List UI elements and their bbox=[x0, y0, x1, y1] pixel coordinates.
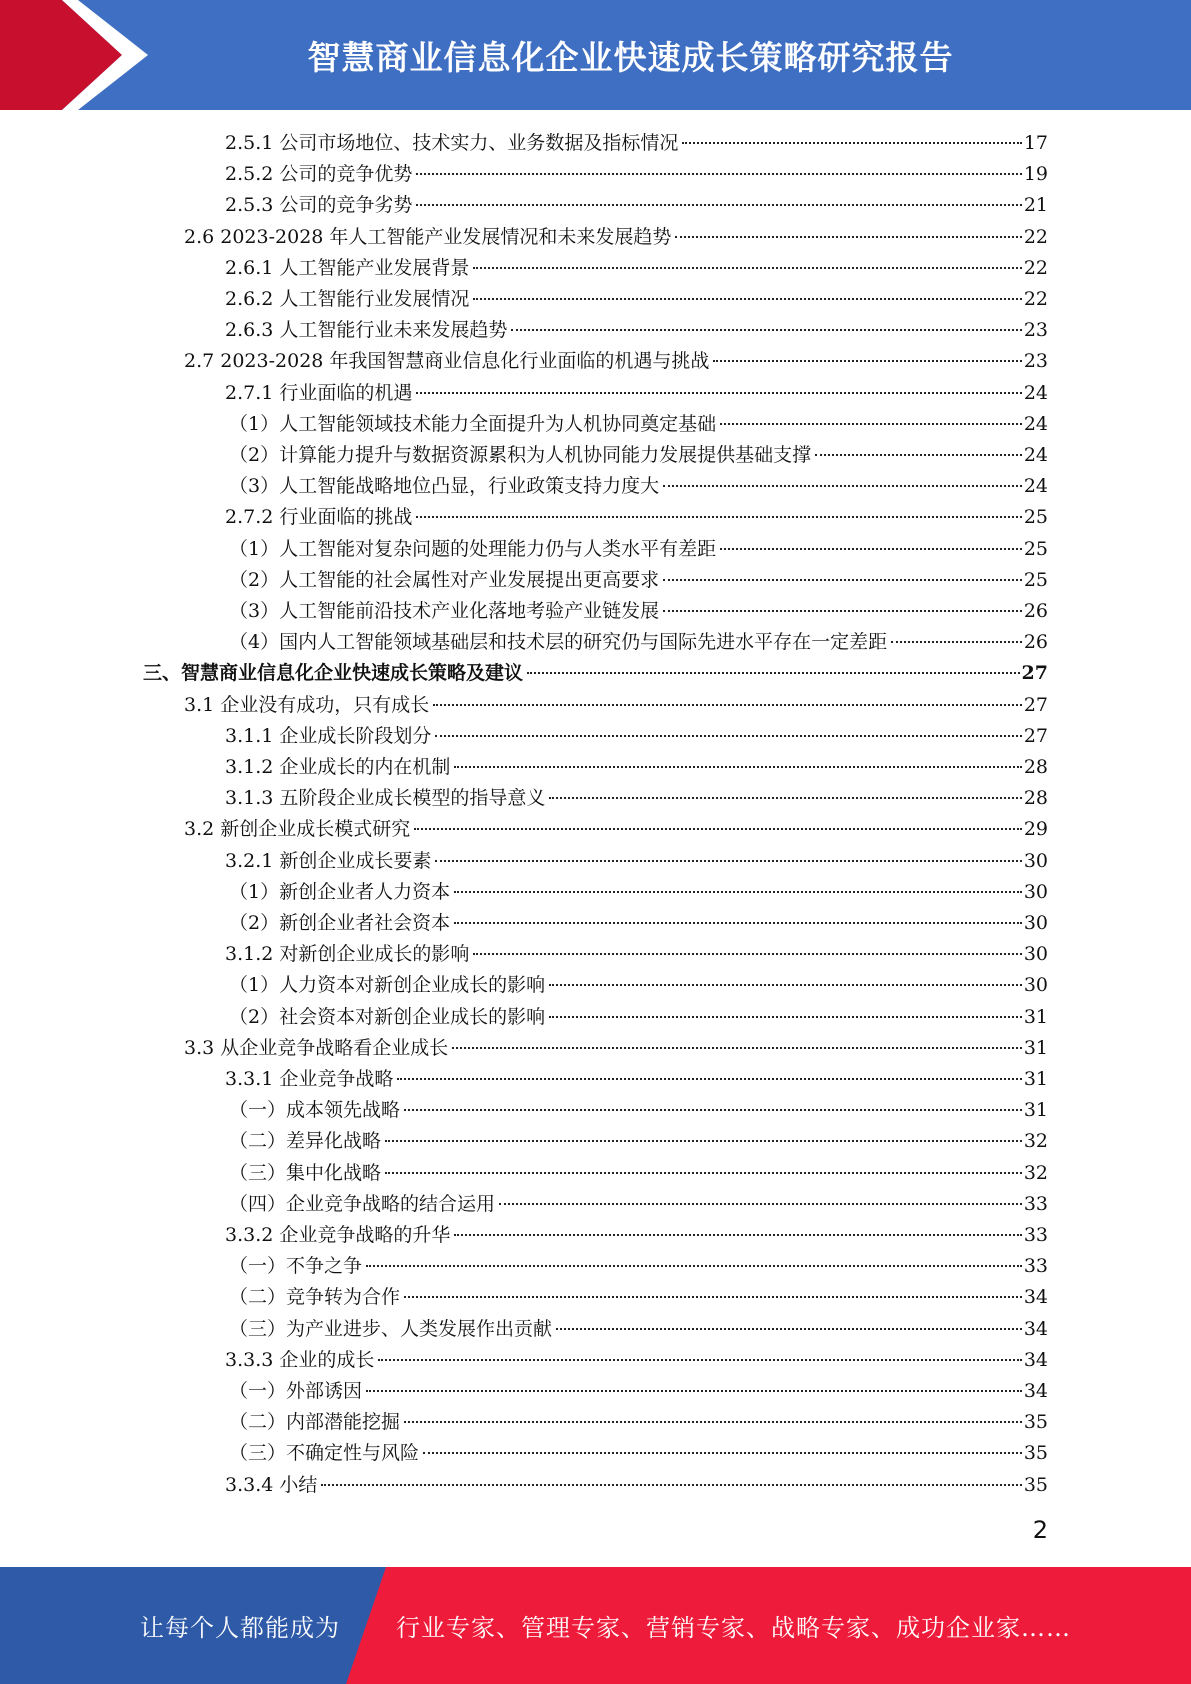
toc-entry-label: （一）外部诱因 bbox=[229, 1380, 363, 1402]
toc-entry[interactable] bbox=[225, 378, 1048, 409]
toc-dot-leader bbox=[385, 1140, 1022, 1142]
toc-dot-leader bbox=[416, 204, 1021, 206]
toc-entry-label: 3.2 新创企业成长模式研究 bbox=[184, 818, 411, 841]
toc-entry-page: 23 bbox=[1023, 350, 1048, 373]
toc-entry[interactable] bbox=[229, 1251, 1048, 1282]
toc-entry[interactable] bbox=[225, 315, 1048, 346]
toc-entry[interactable] bbox=[229, 1314, 1048, 1345]
toc-entry-page: 25 bbox=[1023, 568, 1048, 591]
toc-entry[interactable] bbox=[225, 128, 1048, 159]
toc-entry-page: 26 bbox=[1023, 631, 1048, 654]
toc-entry-label: 2.5.2 公司的竞争优势 bbox=[225, 163, 413, 186]
toc-dot-leader bbox=[454, 922, 1022, 924]
toc-entry-page: 17 bbox=[1023, 132, 1048, 154]
toc-entry-label: 3.3.4 小结 bbox=[225, 1473, 318, 1496]
toc-entry-label: 2.7.1 行业面临的机遇 bbox=[225, 381, 413, 404]
toc-entry-label: 2.5.1 公司市场地位、技术实力、业务数据及指标情况 bbox=[225, 132, 679, 154]
toc-entry[interactable] bbox=[225, 159, 1048, 190]
toc-entry-label: （1）人工智能对复杂问题的处理能力仍与人类水平有差距 bbox=[229, 537, 717, 560]
toc-dot-leader bbox=[385, 1172, 1022, 1174]
toc-dot-leader bbox=[511, 329, 1021, 331]
toc-entry-label: 3.3 从企业竞争战略看企业成长 bbox=[184, 1036, 449, 1059]
toc-entry-label: 2.7 2023-2028 年我国智慧商业信息化行业面临的机遇与挑战 bbox=[184, 350, 710, 373]
toc-entry-label: （三）不确定性与风险 bbox=[229, 1442, 420, 1465]
toc-dot-leader bbox=[682, 142, 1021, 144]
toc-entry[interactable] bbox=[225, 1064, 1048, 1095]
toc-entry[interactable] bbox=[184, 814, 1048, 845]
toc-entry[interactable] bbox=[229, 1095, 1048, 1126]
toc-entry-label: 3.1.1 企业成长阶段划分 bbox=[225, 724, 432, 747]
toc-dot-leader bbox=[473, 267, 1021, 269]
toc-entry[interactable] bbox=[229, 877, 1048, 908]
toc-dot-leader bbox=[433, 704, 1022, 706]
toc-entry-label: 3.3.1 企业竞争战略 bbox=[225, 1068, 394, 1090]
toc-dot-leader bbox=[713, 360, 1021, 362]
toc-entry-label: （二）差异化战略 bbox=[229, 1130, 382, 1153]
toc-dot-leader bbox=[473, 298, 1021, 300]
toc-entry[interactable] bbox=[225, 721, 1048, 752]
toc-dot-leader bbox=[435, 860, 1021, 862]
toc-entry-page: 29 bbox=[1023, 818, 1048, 841]
toc-dot-leader bbox=[663, 485, 1022, 487]
toc-entry-label: （二）竞争转为合作 bbox=[229, 1286, 401, 1309]
toc-entry-label: （一）不争之争 bbox=[229, 1255, 363, 1278]
toc-entry-label: （1）人工智能领域技术能力全面提升为人机协同奠定基础 bbox=[229, 412, 717, 435]
toc-entry-label: 3.3.2 企业竞争战略的升华 bbox=[225, 1224, 451, 1246]
toc-entry[interactable] bbox=[229, 534, 1048, 565]
toc-entry[interactable] bbox=[225, 190, 1048, 221]
toc-dot-leader bbox=[366, 1265, 1022, 1267]
toc-dot-leader bbox=[675, 236, 1021, 238]
toc-dot-leader bbox=[549, 1016, 1022, 1018]
toc-entry-label: 2.6 2023-2028 年人工智能产业发展情况和未来发展趋势 bbox=[184, 225, 672, 248]
toc-entry-label: 3.1.3 五阶段企业成长模型的指导意义 bbox=[225, 787, 546, 810]
toc-entry-label: （4）国内人工智能领域基础层和技术层的研究仍与国际先进水平存在一定差距 bbox=[229, 631, 888, 654]
toc-entry-page: 30 bbox=[1023, 880, 1048, 903]
toc-entry[interactable] bbox=[229, 596, 1048, 627]
toc-entry-page: 35 bbox=[1023, 1442, 1048, 1465]
toc-entry[interactable] bbox=[229, 440, 1048, 471]
toc-entry-label: 3.1 企业没有成功，只有成长 bbox=[184, 693, 430, 716]
toc-entry-page: 35 bbox=[1023, 1411, 1048, 1434]
toc-entry-label: （1）人力资本对新创企业成长的影响 bbox=[229, 974, 546, 997]
toc-entry[interactable] bbox=[225, 752, 1048, 783]
toc-entry-label: 3.1.2 企业成长的内在机制 bbox=[225, 756, 451, 778]
toc-entry[interactable] bbox=[229, 1282, 1048, 1313]
toc-dot-leader bbox=[416, 173, 1021, 175]
toc-entry-page: 28 bbox=[1023, 787, 1048, 810]
toc-entry[interactable] bbox=[229, 1376, 1048, 1407]
toc-dot-leader bbox=[663, 579, 1022, 581]
toc-dot-leader bbox=[549, 797, 1021, 799]
toc-entry[interactable] bbox=[229, 627, 1048, 658]
toc-dot-leader bbox=[720, 548, 1022, 550]
toc-entry-page: 24 bbox=[1023, 475, 1048, 498]
toc-entry-label: （三）为产业进步、人类发展作出贡献 bbox=[229, 1317, 553, 1340]
toc-entry-label: （2）计算能力提升与数据资源累积为人机协同能力发展提供基础支撑 bbox=[229, 444, 812, 466]
footer-slogan-left: 让每个人都能成为 bbox=[140, 1614, 340, 1642]
toc-entry-label: （2）新创企业者社会资本 bbox=[229, 912, 451, 934]
toc-dot-leader bbox=[414, 828, 1022, 830]
header-arrow-decoration bbox=[0, 0, 160, 110]
toc-entry[interactable] bbox=[225, 1220, 1048, 1251]
toc-entry-page: 31 bbox=[1023, 1068, 1048, 1090]
toc-entry-page: 32 bbox=[1023, 1161, 1048, 1184]
toc-entry-page: 33 bbox=[1023, 1224, 1048, 1246]
document-title: 智慧商业信息化企业快速成长策略研究报告 bbox=[307, 37, 954, 77]
toc-entry-page: 27 bbox=[1021, 662, 1048, 685]
toc-entry[interactable] bbox=[225, 284, 1048, 315]
toc-entry[interactable] bbox=[184, 690, 1048, 721]
toc-entry-page: 34 bbox=[1023, 1286, 1048, 1309]
toc-entry-label: 2.5.3 公司的竞争劣势 bbox=[225, 194, 413, 217]
toc-entry-label: （2）社会资本对新创企业成长的影响 bbox=[229, 1005, 546, 1028]
toc-dot-leader bbox=[815, 454, 1022, 456]
toc-entry-label: 三、智慧商业信息化企业快速成长策略及建议 bbox=[143, 662, 524, 685]
toc-entry[interactable] bbox=[225, 846, 1048, 877]
page-footer bbox=[0, 1567, 1191, 1684]
footer-slogan-right: 行业专家、管理专家、营销专家、战略专家、成功企业家…… bbox=[396, 1614, 1071, 1642]
toc-entry-page: 34 bbox=[1023, 1380, 1048, 1402]
toc-entry[interactable] bbox=[184, 346, 1048, 377]
toc-entry-page: 30 bbox=[1023, 849, 1048, 872]
toc-dot-leader bbox=[454, 766, 1021, 768]
toc-entry-label: （四）企业竞争战略的结合运用 bbox=[229, 1192, 496, 1215]
toc-dot-leader bbox=[416, 516, 1021, 518]
toc-entry[interactable] bbox=[229, 471, 1048, 502]
toc-dot-leader bbox=[891, 641, 1022, 643]
toc-entry[interactable] bbox=[229, 1002, 1048, 1033]
toc-entry[interactable] bbox=[229, 908, 1048, 939]
toc-entry-page: 30 bbox=[1023, 943, 1048, 966]
toc-entry-label: （3）人工智能战略地位凸显，行业政策支持力度大 bbox=[229, 475, 660, 498]
toc-entry-label: 3.2.1 新创企业成长要素 bbox=[225, 849, 432, 872]
toc-entry-page: 32 bbox=[1023, 1130, 1048, 1153]
toc-dot-leader bbox=[499, 1203, 1022, 1205]
toc-entry[interactable] bbox=[225, 1470, 1048, 1501]
toc-entry-page: 24 bbox=[1023, 412, 1048, 435]
toc-dot-leader bbox=[397, 1078, 1021, 1080]
toc-entry[interactable] bbox=[229, 1407, 1048, 1438]
toc-entry-page: 24 bbox=[1023, 444, 1048, 466]
toc-dot-leader bbox=[663, 610, 1022, 612]
toc-dot-leader bbox=[527, 672, 1020, 674]
toc-entry[interactable] bbox=[143, 658, 1048, 689]
toc-entry[interactable] bbox=[225, 939, 1048, 970]
toc-dot-leader bbox=[454, 891, 1022, 893]
page-header bbox=[0, 0, 1191, 110]
toc-entry-page: 35 bbox=[1023, 1473, 1048, 1496]
toc-dot-leader bbox=[452, 1047, 1022, 1049]
toc-entry[interactable] bbox=[225, 253, 1048, 284]
toc-entry-page: 25 bbox=[1023, 537, 1048, 560]
toc-dot-leader bbox=[366, 1390, 1022, 1392]
toc-entry[interactable] bbox=[229, 1158, 1048, 1189]
toc-entry-page: 33 bbox=[1023, 1255, 1048, 1278]
page-number: 2 bbox=[1032, 1516, 1048, 1544]
toc-entry-page: 31 bbox=[1023, 1099, 1048, 1122]
toc-entry-label: （1）新创企业者人力资本 bbox=[229, 880, 451, 903]
toc-entry-page: 31 bbox=[1023, 1036, 1048, 1059]
toc-entry[interactable] bbox=[229, 565, 1048, 596]
toc-entry[interactable] bbox=[229, 1438, 1048, 1469]
toc-entry-label: （3）人工智能前沿技术产业化落地考验产业链发展 bbox=[229, 600, 660, 622]
toc-entry-page: 24 bbox=[1023, 381, 1048, 404]
toc-entry-label: （三）集中化战略 bbox=[229, 1161, 382, 1184]
toc-entry-page: 22 bbox=[1023, 225, 1048, 248]
toc-entry-page: 34 bbox=[1023, 1317, 1048, 1340]
toc-entry-page: 34 bbox=[1023, 1348, 1048, 1371]
toc-entry-page: 28 bbox=[1023, 756, 1048, 778]
toc-dot-leader bbox=[404, 1109, 1022, 1111]
toc-dot-leader bbox=[404, 1421, 1022, 1423]
toc-entry-label: 2.6.3 人工智能行业未来发展趋势 bbox=[225, 319, 508, 342]
toc-entry-label: （2）人工智能的社会属性对产业发展提出更高要求 bbox=[229, 568, 660, 591]
toc-entry[interactable] bbox=[229, 1189, 1048, 1220]
toc-dot-leader bbox=[321, 1484, 1021, 1486]
toc-dot-leader bbox=[473, 953, 1021, 955]
toc-entry-page: 21 bbox=[1023, 194, 1048, 217]
toc-entry[interactable] bbox=[225, 502, 1048, 533]
toc-dot-leader bbox=[720, 423, 1022, 425]
toc-entry-page: 23 bbox=[1023, 319, 1048, 342]
toc-dot-leader bbox=[423, 1452, 1022, 1454]
toc-entry[interactable] bbox=[184, 222, 1048, 253]
toc-entry-label: 2.6.2 人工智能行业发展情况 bbox=[225, 288, 470, 310]
toc-entry-label: 2.7.2 行业面临的挑战 bbox=[225, 506, 413, 529]
toc-entry[interactable] bbox=[229, 970, 1048, 1001]
toc-dot-leader bbox=[454, 1234, 1021, 1236]
toc-dot-leader bbox=[404, 1296, 1022, 1298]
toc-dot-leader bbox=[435, 735, 1021, 737]
toc-dot-leader bbox=[378, 1359, 1021, 1361]
toc-entry-page: 25 bbox=[1023, 506, 1048, 529]
toc-dot-leader bbox=[416, 392, 1021, 394]
toc-entry-label: 2.6.1 人工智能产业发展背景 bbox=[225, 256, 470, 279]
toc-entry-page: 22 bbox=[1023, 256, 1048, 279]
toc-entry-page: 22 bbox=[1023, 288, 1048, 310]
toc-entry-page: 33 bbox=[1023, 1192, 1048, 1215]
toc-entry[interactable] bbox=[225, 783, 1048, 814]
toc-entry-label: 3.1.2 对新创企业成长的影响 bbox=[225, 943, 470, 966]
toc-entry[interactable] bbox=[229, 1126, 1048, 1157]
toc-entry-page: 30 bbox=[1023, 974, 1048, 997]
toc-entry-page: 31 bbox=[1023, 1005, 1048, 1028]
toc-entry[interactable] bbox=[225, 1345, 1048, 1376]
toc-entry[interactable] bbox=[229, 409, 1048, 440]
toc-entry-page: 26 bbox=[1023, 600, 1048, 622]
toc-entry-label: （一）成本领先战略 bbox=[229, 1099, 401, 1122]
toc-entry-page: 27 bbox=[1023, 693, 1048, 716]
toc-entry-page: 30 bbox=[1023, 912, 1048, 934]
toc-entry-label: 3.3.3 企业的成长 bbox=[225, 1348, 375, 1371]
toc-entry[interactable] bbox=[184, 1033, 1048, 1064]
toc-entry-page: 27 bbox=[1023, 724, 1048, 747]
toc-dot-leader bbox=[549, 984, 1022, 986]
toc-dot-leader bbox=[556, 1328, 1022, 1330]
toc-entry-page: 19 bbox=[1023, 163, 1048, 186]
toc-entry-label: （二）内部潜能挖掘 bbox=[229, 1411, 401, 1434]
